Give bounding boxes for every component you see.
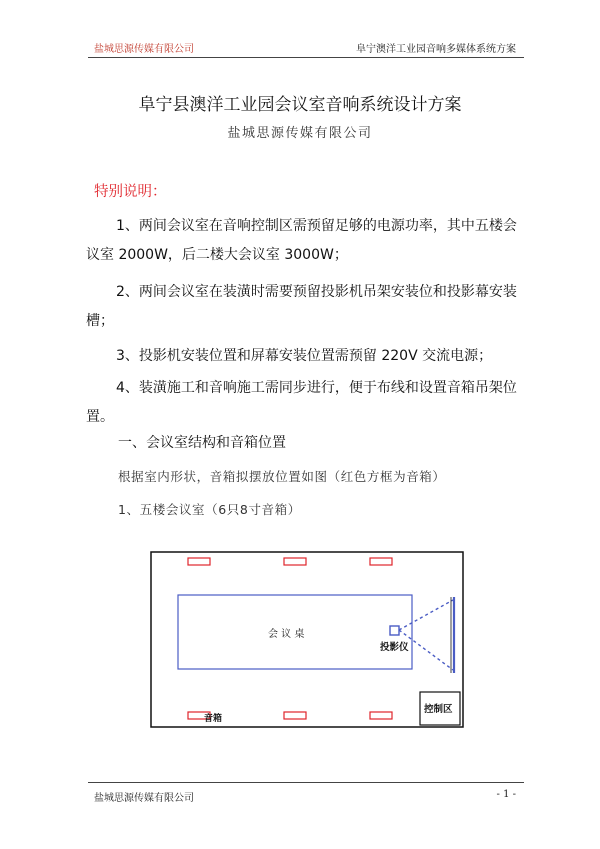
note-item-3: 3、投影机安装位置和屏幕安装位置需预留 220V 交流电源； — [116, 348, 493, 364]
page-title: 阜宁县澳洋工业园会议室音响系统设计方案 — [138, 95, 462, 115]
speaker-top-1 — [188, 558, 210, 565]
note-item-2: 2、两间会议室在装潢时需要预留投影机吊架安装位和投影幕安装槽； — [86, 284, 517, 329]
projector-label: 投影仪 — [380, 642, 409, 653]
speaker-bottom-2 — [284, 712, 306, 719]
page-subtitle: 盐城思源传媒有限公司 — [227, 126, 373, 141]
footer-company: 盐城思源传媒有限公司 — [94, 793, 194, 804]
note-item-4: 4、装潢施工和音响施工需同步进行，便于布线和设置音箱吊架位置。 — [86, 380, 517, 425]
header-rule — [88, 57, 524, 58]
page-number: - 1 - — [496, 789, 516, 800]
note-item-1: 1、两间会议室在音响控制区需预留足够的电源功率，其中五楼会议室 2000W，后二楼大会议室 3000W； — [86, 218, 517, 263]
control-area-label: 控制区 — [424, 704, 453, 715]
header-doc-title: 阜宁澳洋工业园音响多媒体系统方案 — [356, 44, 516, 55]
conference-table-label: 会 议 桌 — [268, 629, 305, 640]
section-description: 根据室内形状，音箱拟摆放位置如图（红色方框为音箱） — [118, 469, 446, 484]
projection-beam-top — [399, 600, 453, 630]
room-heading: 1、五楼会议室（6只8寸音箱） — [118, 502, 301, 517]
special-note-label: 特别说明： — [94, 184, 167, 200]
speaker-top-2 — [284, 558, 306, 565]
speaker-label: 音箱 — [204, 714, 223, 724]
speaker-bottom-3 — [370, 712, 392, 719]
section-heading: 一、会议室结构和音箱位置 — [118, 435, 286, 451]
footer-rule — [88, 782, 524, 783]
room-outline — [151, 552, 463, 727]
room-layout-diagram — [148, 542, 466, 732]
header-company: 盐城思源传媒有限公司 — [94, 44, 194, 55]
speaker-top-3 — [370, 558, 392, 565]
projector-icon — [390, 626, 399, 635]
